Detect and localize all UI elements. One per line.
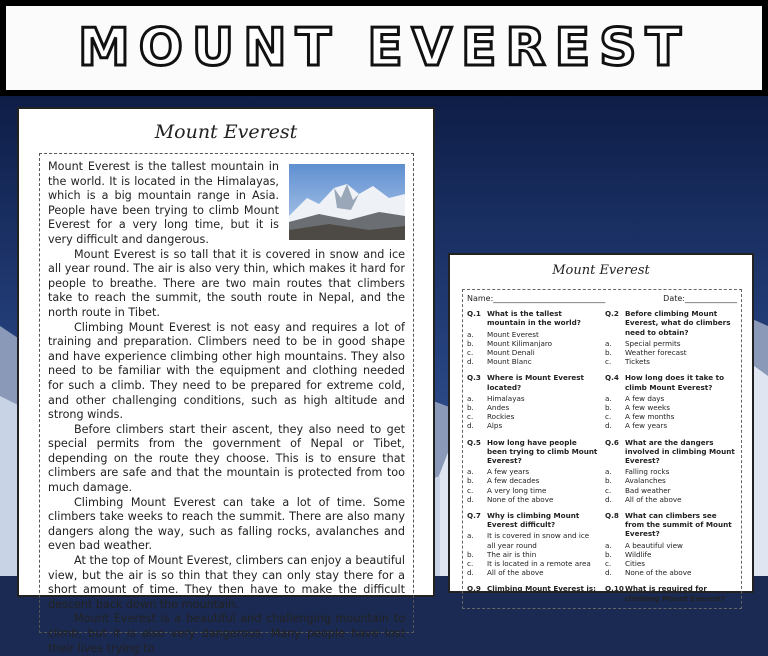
answer-option[interactable] xyxy=(467,403,599,413)
answer-option[interactable] xyxy=(467,338,599,348)
answer-option[interactable] xyxy=(467,357,599,367)
answer-option[interactable] xyxy=(467,467,599,477)
option-letter: d. xyxy=(467,357,474,367)
option-text: Wildlife xyxy=(625,549,652,559)
name-date-row xyxy=(467,294,737,303)
name-field[interactable]: Name:____________________________ xyxy=(467,294,606,303)
banner-title: MOUNT EVEREST xyxy=(77,18,691,78)
answer-option[interactable] xyxy=(605,485,737,495)
quiz-page-title: Mount Everest xyxy=(552,263,650,278)
option-letter: c. xyxy=(467,412,474,422)
option-text: Mount Kilimanjaro xyxy=(487,338,553,348)
option-text: Alps xyxy=(487,421,503,431)
option-letter: b. xyxy=(467,338,474,348)
question xyxy=(605,438,737,504)
option-text: Falling rocks xyxy=(625,467,670,477)
title-banner xyxy=(0,0,768,96)
answer-option[interactable] xyxy=(605,540,737,550)
answer-option[interactable] xyxy=(467,559,599,569)
option-text: A few weeks xyxy=(625,403,670,413)
option-text: Mount Blanc xyxy=(487,357,532,367)
question-text: What are the dangers involved in climbing Mount Everest? xyxy=(625,437,735,466)
date-field[interactable]: Date:_____________ xyxy=(663,294,737,303)
question-text: Where is Mount Everest located? xyxy=(487,373,584,392)
question-number: Q.5 xyxy=(467,437,481,447)
answer-option[interactable] xyxy=(605,357,737,367)
option-text: All of the above xyxy=(625,494,682,504)
answer-option[interactable] xyxy=(467,348,599,358)
question-number: Q.7 xyxy=(467,511,481,521)
option-text: The air is thin xyxy=(487,549,537,559)
option-letter: c. xyxy=(467,485,474,495)
option-text: Special permits xyxy=(625,338,681,348)
option-text: It is covered in snow and ice all year round xyxy=(487,531,590,550)
option-letter: d. xyxy=(467,494,474,504)
answer-option[interactable] xyxy=(467,531,599,550)
option-letter: c. xyxy=(605,559,612,569)
option-text: Cities xyxy=(625,559,645,569)
option-text: Bad weather xyxy=(625,485,671,495)
answer-option[interactable] xyxy=(605,568,737,578)
option-text: None of the above xyxy=(487,494,554,504)
option-letter: c. xyxy=(467,559,474,569)
option-letter: d. xyxy=(605,494,612,504)
answer-option[interactable] xyxy=(605,348,737,358)
quiz-page xyxy=(448,253,754,603)
option-text: Rockies xyxy=(487,412,515,422)
option-letter: a. xyxy=(605,540,612,550)
option-letter: b. xyxy=(467,403,474,413)
option-text: A few days xyxy=(625,393,665,403)
question-text: Why is climbing Mount Everest difficult? xyxy=(487,511,580,530)
paragraph: Before climbers start their ascent, they also need to get special permits from the government of Nepal or Tibet, depending on the route they choose. This is to ensure that climbers are safe and that the mountain is protected from too much damage. xyxy=(48,422,405,495)
option-text: Himalayas xyxy=(487,393,525,403)
option-letter: a. xyxy=(467,393,474,403)
question-number: Q.6 xyxy=(605,437,619,447)
question-text: How long have people been trying to climb Mount Everest? xyxy=(487,437,598,466)
answer-option[interactable] xyxy=(605,393,737,403)
answer-option[interactable] xyxy=(605,476,737,486)
question xyxy=(605,309,737,366)
option-text: Mount Denali xyxy=(487,348,535,358)
option-letter: b. xyxy=(605,348,612,358)
question-number: Q.4 xyxy=(605,373,619,383)
answer-option[interactable] xyxy=(467,393,599,403)
question-number: Q.3 xyxy=(467,373,481,383)
option-letter: a. xyxy=(467,467,474,477)
option-letter: b. xyxy=(605,403,612,413)
answer-option[interactable] xyxy=(605,412,737,422)
answer-option[interactable] xyxy=(605,467,737,477)
answer-option[interactable] xyxy=(605,549,737,559)
answer-option[interactable] xyxy=(467,494,599,504)
option-text: A very long time xyxy=(487,485,547,495)
answer-option[interactable] xyxy=(605,338,737,348)
option-letter: c. xyxy=(467,348,474,358)
question xyxy=(467,373,599,430)
question-number: Q.10 xyxy=(605,584,624,594)
question-body xyxy=(625,584,737,604)
answer-option[interactable] xyxy=(467,485,599,495)
option-letter: a. xyxy=(605,393,612,403)
option-letter: a. xyxy=(605,338,612,348)
question xyxy=(467,438,599,504)
option-text: Mount Everest xyxy=(487,329,539,339)
question xyxy=(467,309,599,366)
option-text: A few months xyxy=(625,412,675,422)
question-text: What can climbers see from the summit of Mount Everest? xyxy=(625,511,732,539)
reading-page-title: Mount Everest xyxy=(154,121,298,143)
answer-option[interactable] xyxy=(605,421,737,431)
quiz-box xyxy=(462,289,742,609)
option-letter: d. xyxy=(605,421,612,431)
option-text: None of the above xyxy=(625,568,692,578)
option-letter: c. xyxy=(605,357,612,367)
option-letter: d. xyxy=(467,421,474,431)
option-letter: b. xyxy=(605,476,612,486)
paragraph: At the top of Mount Everest, climbers can enjoy a beautiful view, but the air is so thin that they can only stay there for a short amount of time. They then have to make the difficult descent back down the mountain. xyxy=(48,554,405,611)
option-text: A beautiful view xyxy=(625,540,683,550)
answer-option[interactable] xyxy=(467,329,599,339)
question-number: Q.8 xyxy=(605,511,619,521)
option-text: Tickets xyxy=(625,357,651,367)
option-text: Avalanches xyxy=(625,476,666,486)
option-text: It is located in a remote area xyxy=(487,559,591,569)
option-letter: b. xyxy=(467,476,474,486)
option-letter: d. xyxy=(467,568,474,578)
paragraph: Mount Everest is a beautiful and challenging mountain to climb, but it is also very dangerous. Many people have lost their lives trying to xyxy=(48,612,405,655)
answer-option[interactable] xyxy=(467,421,599,431)
answer-option[interactable] xyxy=(467,412,599,422)
paragraph: Climbing Mount Everest can take a lot of time. Some climbers take weeks to reach the summit. There are also many dangers along the way, such as falling rocks, avalanches and even bad weather. xyxy=(48,495,405,553)
option-text: A few decades xyxy=(487,476,540,486)
option-letter: a. xyxy=(467,531,474,541)
question xyxy=(605,584,737,604)
question-number: Q.1 xyxy=(467,309,481,319)
answer-option[interactable] xyxy=(605,494,737,504)
option-letter: c. xyxy=(605,412,612,422)
reading-passage xyxy=(39,153,414,655)
option-text: Weather forecast xyxy=(625,348,687,358)
answer-option[interactable] xyxy=(467,568,599,578)
paragraph: Mount Everest is so tall that it is covered in snow and ice all year round. The air is also very thin, which makes it hard for people to breathe. There are two main routes that climbers take to reach the summit, the south route in Nepal, and the north route in Tibet. xyxy=(48,247,405,319)
question-number: Q.9 xyxy=(467,584,481,594)
option-letter: a. xyxy=(605,467,612,477)
question xyxy=(605,511,737,577)
question xyxy=(605,373,737,430)
question-body xyxy=(487,584,599,604)
option-text: Andes xyxy=(487,403,510,413)
title-banner-inner xyxy=(6,6,762,90)
paragraph: Climbing Mount Everest is not easy and requires a lot of training and preparation. Climbers need to be in good shape and have experience climbing other high mountains. They also need to be familiar with the equipment and clothing needed for such a climb. They need to be prepared for extreme cold, and other challenging conditions, such as high altitude and strong winds. xyxy=(48,320,405,422)
option-letter: b. xyxy=(467,549,474,559)
option-text: A few years xyxy=(487,467,530,477)
answer-option[interactable] xyxy=(467,476,599,486)
question xyxy=(467,511,599,577)
option-text: All of the above xyxy=(487,568,544,578)
answer-option[interactable] xyxy=(605,403,737,413)
option-letter: d. xyxy=(605,568,612,578)
reading-page xyxy=(17,107,435,655)
paragraph: Mount Everest is the tallest mountain in the world. It is located in the Himalayas, which is a big mountain range in Asia. People have been trying to climb Mount Everest for a very long time, but it is very difficult and dangerous. xyxy=(48,160,279,246)
option-letter: b. xyxy=(605,549,612,559)
answer-option[interactable] xyxy=(467,549,599,559)
question xyxy=(467,584,599,604)
question-text: What is required for climbing Mount Everest? xyxy=(625,584,726,603)
option-text: A few years xyxy=(625,421,668,431)
question-text: How long does it take to climb Mount Everest? xyxy=(625,373,725,392)
question-text: What is the tallest mountain in the world? xyxy=(487,309,581,328)
question-text: Climbing Mount Everest is: xyxy=(487,584,597,594)
question-grid xyxy=(467,309,737,605)
mountain-photo xyxy=(289,164,405,240)
question-number: Q.2 xyxy=(605,309,619,319)
option-letter: c. xyxy=(605,485,612,495)
option-letter: a. xyxy=(467,329,474,339)
answer-option[interactable] xyxy=(605,559,737,569)
question-text: Before climbing Mount Everest, what do climbers need to obtain? xyxy=(625,309,731,337)
